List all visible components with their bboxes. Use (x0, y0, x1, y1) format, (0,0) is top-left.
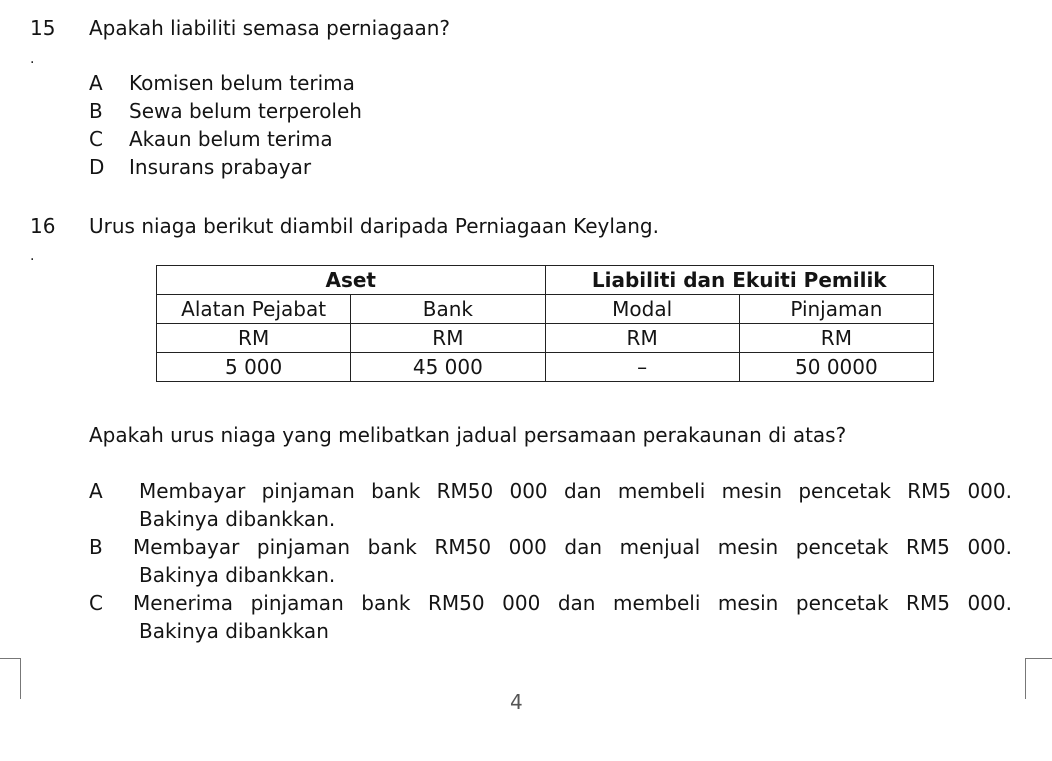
q15-option-a (89, 71, 355, 95)
option-text: Komisen belum terima (129, 71, 355, 95)
page-corner-mark-right (1025, 658, 1052, 699)
page-number: 4 (510, 690, 523, 714)
q16-option-a-line2: Bakinya dibankkan. (139, 507, 336, 531)
value-cell: – (545, 353, 739, 382)
table-column-header-row (157, 295, 934, 324)
q16-number: 16 (30, 214, 56, 238)
q16-option-a-letter: A (89, 479, 103, 503)
q16-option-b-line1: Membayar pinjaman bank RM50 000 dan menjual mesin pencetak RM5 000. (133, 535, 1012, 559)
q15-option-b (89, 99, 362, 123)
value-cell: 50 0000 (739, 353, 933, 382)
q16-intro: Urus niaga berikut diambil daripada Perniagaan Keylang. (89, 214, 659, 238)
page-corner-mark-left (0, 658, 21, 699)
option-text: Sewa belum terperoleh (129, 99, 362, 123)
accounting-equation-table (156, 265, 934, 382)
q16-option-c-letter: C (89, 591, 103, 615)
group-header-aset: Aset (157, 266, 546, 295)
table-group-header-row (157, 266, 934, 295)
q16-option-c-line2: Bakinya dibankkan (139, 619, 329, 643)
option-letter: D (89, 155, 105, 179)
column-header: Alatan Pejabat (157, 295, 351, 324)
unit-cell: RM (739, 324, 933, 353)
value-cell: 45 000 (351, 353, 545, 382)
q16-option-c-line1: Menerima pinjaman bank RM50 000 dan membeli mesin pencetak RM5 000. (133, 591, 1012, 615)
q16-option-b-letter: B (89, 535, 103, 559)
column-header: Bank (351, 295, 545, 324)
value-cell: 5 000 (157, 353, 351, 382)
option-text: Akaun belum terima (129, 127, 333, 151)
option-text: Insurans prabayar (129, 155, 312, 179)
q16-dot: . (30, 248, 35, 264)
unit-cell: RM (351, 324, 545, 353)
q15-number: 15 (30, 16, 56, 40)
unit-cell: RM (545, 324, 739, 353)
option-letter: C (89, 127, 103, 151)
q15-dot: . (30, 51, 35, 67)
unit-cell: RM (157, 324, 351, 353)
option-letter: B (89, 99, 103, 123)
q16-option-b-line2: Bakinya dibankkan. (139, 563, 336, 587)
column-header: Modal (545, 295, 739, 324)
table-unit-row (157, 324, 934, 353)
group-header-liabiliti: Liabiliti dan Ekuiti Pemilik (545, 266, 934, 295)
column-header: Pinjaman (739, 295, 933, 324)
q15-option-d (89, 155, 311, 179)
q15-option-c (89, 127, 333, 151)
table-value-row (157, 353, 934, 382)
option-letter: A (89, 71, 103, 95)
q15-question: Apakah liabiliti semasa perniagaan? (89, 16, 450, 40)
q16-option-a-line1: Membayar pinjaman bank RM50 000 dan membeli mesin pencetak RM5 000. (139, 479, 1012, 503)
q16-question: Apakah urus niaga yang melibatkan jadual persamaan perakaunan di atas? (89, 423, 847, 447)
